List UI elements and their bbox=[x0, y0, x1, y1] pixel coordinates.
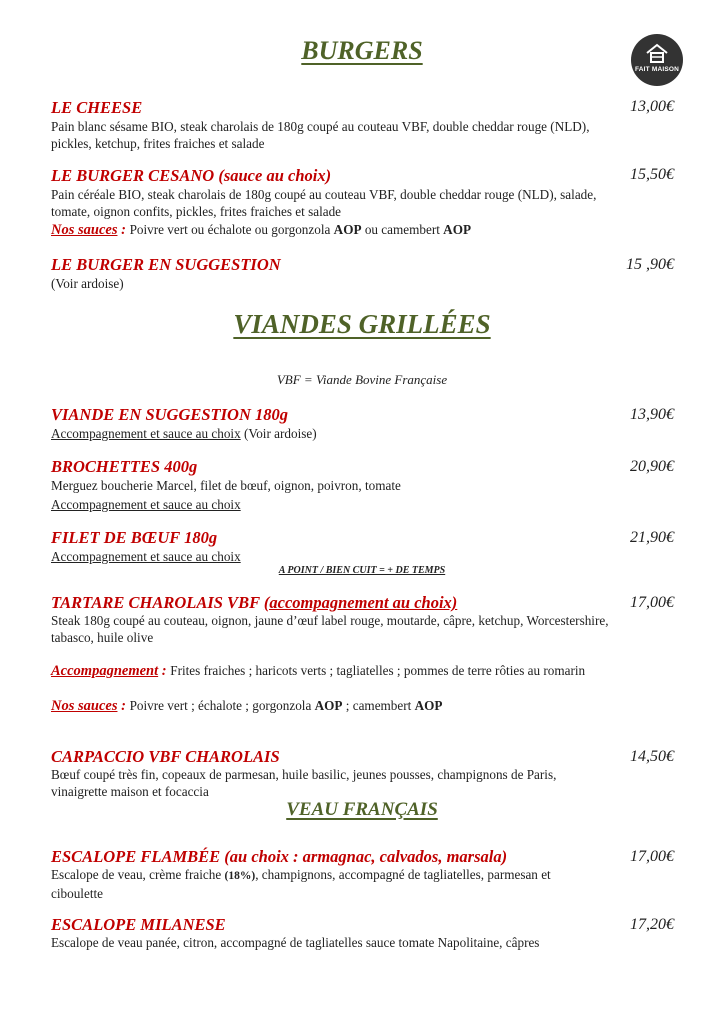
aop-label: AOP bbox=[333, 222, 362, 237]
accompagnement-line bbox=[51, 662, 691, 680]
item-acc-filet: Accompagnement et sauce au choix bbox=[51, 549, 241, 564]
fat-content: (18%) bbox=[224, 870, 256, 882]
sauces-text: ou camembert bbox=[361, 222, 444, 237]
item-desc-brochettes: Merguez boucherie Marcel, filet de bœuf, oignon, poivron, tomate bbox=[51, 478, 401, 493]
viande-sauces-line bbox=[51, 697, 651, 715]
item-name-escalope-milanese: ESCALOPE MILANESE bbox=[51, 915, 226, 934]
item-desc-cheese: Pain blanc sésame BIO, steak charolais de 180g coupé au couteau VBF, double cheddar rouge (NLD), pickles, ketchup, frites fraiches et salade bbox=[51, 119, 590, 151]
item-desc-escalope-flambee bbox=[51, 866, 596, 902]
suggestion-note: (Voir ardoise) bbox=[240, 426, 317, 441]
item-price-viande-suggestion: 13,90€ bbox=[630, 406, 674, 423]
tartare-name-suffix: (accompagnement au choix) bbox=[263, 593, 458, 612]
accompagnement-text: Accompagnement et sauce au choix bbox=[51, 426, 241, 441]
item-desc-escalope-milanese: Escalope de veau panée, citron, accompagné de tagliatelles sauce tomate Napolitaine, câpres bbox=[51, 935, 540, 950]
item-name-brochettes: BROCHETTES 400g bbox=[51, 457, 198, 476]
vbf-note: VBF = Viande Bovine Française bbox=[276, 372, 448, 387]
item-name-cesano: LE BURGER CESANO (sauce au choix) bbox=[51, 166, 332, 185]
cuisson-note: A POINT / BIEN CUIT = + DE TEMPS bbox=[278, 565, 446, 576]
flambee-desc: Escalope de veau, crème fraiche bbox=[51, 867, 225, 882]
item-price-carpaccio: 14,50€ bbox=[630, 748, 674, 765]
section-title-viandes: VIANDES GRILLÉES bbox=[233, 309, 491, 339]
item-desc-cesano: Pain céréale BIO, steak charolais de 180g coupé au couteau VBF, double cheddar rouge (NLD), salade, tomate, oignon confits, pickles, frites fraiches et salade bbox=[51, 187, 597, 219]
burger-sauces-line bbox=[51, 221, 651, 239]
sauces-text: Poivre vert ; échalote ; gorgonzola bbox=[129, 698, 315, 713]
item-name-burger-suggestion: LE BURGER EN SUGGESTION bbox=[51, 255, 281, 274]
item-name-tartare bbox=[51, 593, 457, 613]
aop-label: AOP bbox=[314, 698, 343, 713]
item-name-carpaccio: CARPACCIO VBF CHAROLAIS bbox=[51, 747, 280, 766]
aop-label: AOP bbox=[414, 698, 443, 713]
badge-label: FAIT MAISON bbox=[634, 66, 680, 73]
section-title-burgers: BURGERS bbox=[301, 36, 423, 65]
item-price-cesano: 15,50€ bbox=[630, 166, 674, 183]
sauces-label: Nos sauces bbox=[51, 222, 118, 238]
item-price-tartare: 17,00€ bbox=[630, 594, 674, 611]
sauces-text: ; camembert bbox=[342, 698, 415, 713]
item-price-cheese: 13,00€ bbox=[630, 98, 674, 115]
aop-label: AOP bbox=[443, 222, 472, 237]
item-desc-burger-suggestion: (Voir ardoise) bbox=[51, 276, 124, 291]
item-price-filet: 21,90€ bbox=[630, 529, 674, 546]
accompagnement-text: Frites fraiches ; haricots verts ; tagliatelles ; pommes de terre rôties au romarin bbox=[170, 663, 586, 678]
item-name-cheese: LE CHEESE bbox=[51, 98, 143, 117]
sauces-sep: : bbox=[117, 698, 130, 714]
accompagnement-sep: : bbox=[158, 663, 171, 679]
item-price-escalope-flambee: 17,00€ bbox=[630, 848, 674, 865]
flambee-desc-end: , champignons, accompagné de tagliatelles, parmesan et ciboulette bbox=[51, 867, 551, 901]
tartare-name: TARTARE CHAROLAIS VBF bbox=[51, 593, 264, 612]
item-price-escalope-milanese: 17,20€ bbox=[630, 916, 674, 933]
item-desc-carpaccio: Bœuf coupé très fin, copeaux de parmesan, huile basilic, jeunes pousses, champignons de Paris, vinaigrette maison et focaccia bbox=[51, 767, 557, 799]
sauces-sep: : bbox=[117, 222, 130, 238]
item-name-escalope-flambee: ESCALOPE FLAMBÉE (au choix : armagnac, calvados, marsala) bbox=[51, 847, 508, 866]
sauces-label: Nos sauces bbox=[51, 698, 118, 714]
item-desc-tartare: Steak 180g coupé au couteau, oignon, jaune d’œuf label rouge, moutarde, câpre, ketchup, Worcestershire, tabasco, huile olive bbox=[51, 613, 609, 645]
item-name-viande-suggestion: VIANDE EN SUGGESTION 180g bbox=[51, 405, 289, 424]
section-title-veau: VEAU FRANÇAIS bbox=[286, 799, 438, 820]
accompagnement-label: Accompagnement bbox=[51, 663, 159, 679]
item-desc-viande-suggestion bbox=[51, 425, 611, 442]
sauces-text: Poivre vert ou échalote ou gorgonzola bbox=[129, 222, 334, 237]
item-price-brochettes: 20,90€ bbox=[630, 458, 674, 475]
item-name-filet: FILET DE BŒUF 180g bbox=[51, 528, 218, 547]
item-price-burger-suggestion: 15 ,90€ bbox=[626, 256, 674, 273]
item-acc-brochettes: Accompagnement et sauce au choix bbox=[51, 497, 241, 512]
